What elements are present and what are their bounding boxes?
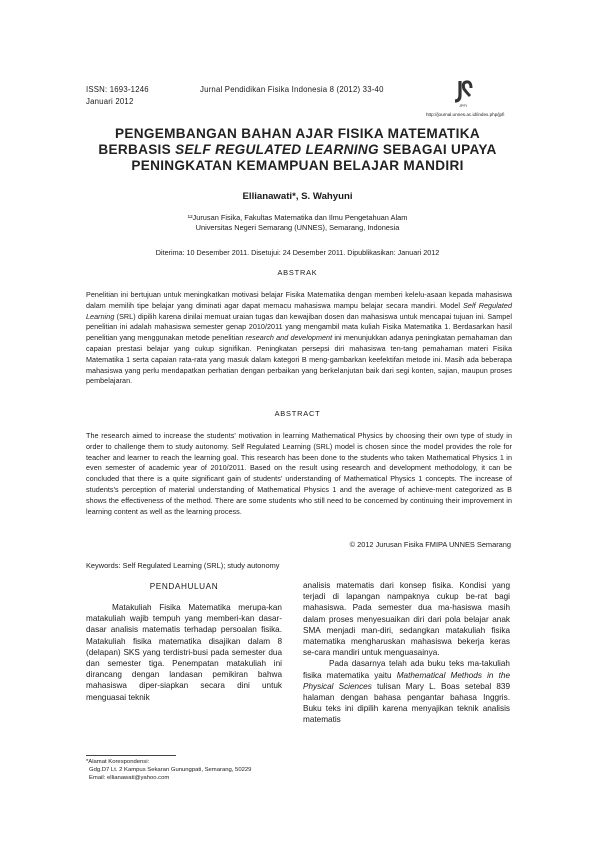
logo-text: JPFI bbox=[458, 103, 468, 108]
abstrak-text: Penelitian ini bertujuan untuk meningkatkan motivasi belajar Fisika Matematika dengan memberi kelelu-asaan kepada mahasiswa dalam memilih tipe belajar yang diminati agar dapat memacu mahasiswa mampu belajar secara mandiri. Model Self Regulated Learning (SRL) dipilih karena dinilai memuat uraian tugas dan kewajiban dosen dan mahasiswa untuk mencapai tujuan ini. Sampel penelitian ini adalah mahasiswa semester genap 2010/2011 yang mengambil mata kuliah Fisika Matematika 1. Berdasarkan hasil penelitian yang menggunakan metode penelitian research and development ini menunjukkan adanya peningkatan pemahaman dan capaian prestasi belajar yang cukup signifikan. Peningkatan persepsi diri mahasiswa ten-tang pemahaman materi Fisika Matematika 1 serta capaian rata-rata yang masuk dalam kategori B meng-gambarkan keefektifan metode ini. Masih ada beberapa mahasiswa yang perlu mendapatkan perhatian dengan perbaikan yang berkelanjutan baik dari segi konten, sajian, maupun proses pembelajaran. bbox=[86, 290, 512, 386]
journal-citation: Jurnal Pendidikan Fisika Indonesia 8 (2012) 33-40 bbox=[200, 85, 384, 94]
copyright: © 2012 Jurusan Fisika FMIPA UNNES Semarang bbox=[349, 540, 511, 549]
authors: Ellianawati*, S. Wahyuni bbox=[242, 191, 353, 202]
section-heading-pendahuluan: PENDAHULUAN bbox=[149, 582, 219, 591]
body-left-column: Matakuliah Fisika Matematika merupa-kan matakuliah wajib tempuh yang memberi-kan dasar-dasar analisis matematis terhadap persoalan fisika. Matakuliah fisika matematika disajikan dalam 8 (delapan) SKS yang terdistri-busi pada semester dua dan semester tiga. Penempatan matakuliah ini dirancang dengan landasan pemikiran bahwa mahasiswa diper-siapkan secara dini untuk menguasai teknik bbox=[86, 603, 282, 702]
keywords: Keywords: Self Regulated Learning (SRL); study autonomy bbox=[86, 561, 280, 570]
abstract-text: The research aimed to increase the students' motivation in learning Mathematical Physics by choosing their own type of study in order to challenge them to study autonomy. Self Regulated Learning (SRL) model is chosen since the model provides the role for teacher and learner to reach the learning goal. This research has been done to the students who taken Mathematical Physics 1 in even semester of academic year of 2010/2011. Based on the result using research and development methodology, it can be concluded that there is a quite significant gain of students' understanding of Mathematical Physics 1 concepts. The increase of students's perception of material understanding of Mathematical Physics 1 and the average of achieve-ment categorized as B shows the effectiveness of the method. There are some students who still need to be concerned by continuing their improvement in learning content as well as the learning process. bbox=[86, 431, 512, 516]
title-line-1: PENGEMBANGAN BAHAN AJAR FISIKA MATEMATIKA bbox=[115, 126, 480, 141]
journal-url[interactable]: http://journal.unnes.ac.id/index.php/jpfi bbox=[426, 112, 505, 117]
title-line-3: PENINGKATAN KEMAMPUAN BELAJAR MANDIRI bbox=[131, 158, 464, 173]
title-line-2: BERBASIS SELF REGULATED LEARNING SEBAGAI UPAYA bbox=[98, 142, 497, 157]
submission-dates: Diterima: 10 Desember 2011. Disetujui: 24 Desember 2011. Dipublikasikan: Januari 2012 bbox=[155, 248, 440, 257]
abstract-heading: ABSTRACT bbox=[274, 409, 321, 418]
affiliation: ¹²Jurusan Fisika, Fakultas Matematika dan Ilmu Pengetahuan Alam Universitas Negeri Semarang (UNNES), Semarang, Indonesia bbox=[187, 213, 408, 232]
correspondence-footnote: *Alamat Korespondensi: Gdg.D7 Lt. 2 Kampus Sekaran Gunungpati, Semarang, 50229 Email: ellianawati@yahoo.com bbox=[86, 759, 252, 781]
issue-date: Januari 2012 bbox=[86, 97, 134, 106]
footnote-rule bbox=[86, 755, 176, 756]
issn: ISSN: 1693-1246 bbox=[86, 85, 149, 94]
paper-title bbox=[60, 126, 535, 174]
body-right-column: analisis matematis dari konsep fisika. Kondisi yang terjadi di lapangan nampaknya cukup be-rat bagi mahasiswa. Pada semester dua ma-hasiswa masih dalam proses menyesuaikan diri dari pola belajar anak SMA menjadi man-diri, sedangkan matakuliah fisika matematika mengharuskan mahasiswa bekerja keras se-cara mandiri untuk menguasainya. Pada dasarnya telah ada buku teks ma-takuliah fisika matematika yaitu Mathematical Methods in the Physical Sciences tulisan Mary L. Boas setebal 839 halaman dengan bahasa pengantar bahasa Inggris. Buku teks ini dipilih karena menyajikan teknik analisis matematis bbox=[303, 581, 511, 725]
abstrak-heading: ABSTRAK bbox=[277, 268, 318, 277]
journal-logo bbox=[452, 80, 474, 108]
